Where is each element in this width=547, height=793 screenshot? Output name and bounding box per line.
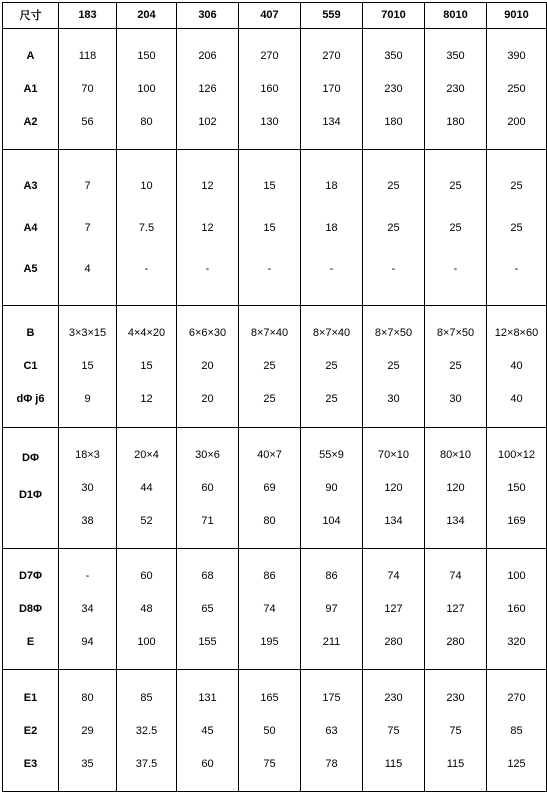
cell-value: 71 bbox=[201, 514, 214, 527]
cell-value: 60 bbox=[140, 570, 153, 583]
cell-value: - bbox=[453, 263, 458, 276]
cell-value: 211 bbox=[322, 636, 341, 649]
cell-value: 18×3 bbox=[75, 448, 100, 461]
cell-value: 12×8×60 bbox=[494, 327, 539, 340]
value-cell bbox=[363, 670, 425, 792]
table-row bbox=[3, 549, 547, 670]
value-cell bbox=[487, 427, 547, 548]
cell-stack bbox=[239, 30, 300, 148]
value-cell bbox=[239, 549, 301, 670]
header-cell-size: 尺寸 bbox=[3, 3, 59, 29]
cell-value: 25 bbox=[510, 221, 523, 234]
value-cell bbox=[301, 28, 363, 149]
value-cell bbox=[487, 306, 547, 427]
cell-value: 134 bbox=[322, 115, 341, 128]
cell-value: 25 bbox=[387, 360, 400, 373]
cell-stack bbox=[487, 550, 546, 668]
cell-value: 200 bbox=[507, 115, 526, 128]
cell-value: 165 bbox=[260, 691, 279, 704]
cell-value: 230 bbox=[384, 691, 403, 704]
cell-stack bbox=[301, 30, 362, 148]
header-cell-407: 407 bbox=[239, 3, 301, 29]
row-label: E bbox=[26, 636, 35, 649]
cell-value: 160 bbox=[507, 603, 526, 616]
value-cell bbox=[177, 549, 239, 670]
cell-value: 75 bbox=[263, 757, 276, 770]
cell-value: 75 bbox=[387, 724, 400, 737]
cell-stack bbox=[487, 30, 546, 148]
value-cell bbox=[177, 28, 239, 149]
header-cell-204: 204 bbox=[117, 3, 177, 29]
value-cell bbox=[487, 670, 547, 792]
cell-stack bbox=[487, 152, 546, 304]
value-cell bbox=[425, 28, 487, 149]
cell-stack bbox=[239, 307, 300, 425]
cell-value: 30 bbox=[81, 481, 94, 494]
value-cell bbox=[239, 149, 301, 305]
cell-value: 15 bbox=[140, 360, 153, 373]
row-label: A1 bbox=[23, 82, 38, 95]
cell-value: 44 bbox=[140, 481, 153, 494]
value-cell bbox=[117, 149, 177, 305]
cell-value: 118 bbox=[78, 49, 97, 62]
cell-value: 7 bbox=[84, 221, 91, 234]
cell-value: 37.5 bbox=[135, 757, 158, 770]
header-cell-7010: 7010 bbox=[363, 3, 425, 29]
cell-value: 56 bbox=[81, 115, 94, 128]
cell-value: 25 bbox=[263, 360, 276, 373]
cell-value: 230 bbox=[446, 691, 465, 704]
header-cell-9010: 9010 bbox=[487, 3, 547, 29]
cell-stack bbox=[177, 550, 238, 668]
cell-value: 131 bbox=[198, 691, 217, 704]
cell-value: 65 bbox=[201, 603, 214, 616]
cell-value: 10 bbox=[140, 180, 153, 193]
cell-value: 134 bbox=[446, 514, 465, 527]
cell-value: - bbox=[144, 263, 149, 276]
row-label: B bbox=[26, 327, 35, 340]
cell-value: 25 bbox=[449, 221, 462, 234]
row-label: A2 bbox=[23, 115, 38, 128]
cell-value: 20×4 bbox=[134, 448, 159, 461]
cell-value: 20 bbox=[201, 393, 214, 406]
cell-value: 85 bbox=[510, 724, 523, 737]
cell-value: 68 bbox=[201, 570, 214, 583]
value-cell bbox=[363, 549, 425, 670]
cell-stack bbox=[301, 307, 362, 425]
cell-stack bbox=[3, 30, 58, 148]
cell-stack bbox=[177, 30, 238, 148]
row-label-cell bbox=[3, 549, 59, 670]
value-cell bbox=[487, 549, 547, 670]
header-cell-183: 183 bbox=[59, 3, 117, 29]
cell-value: - bbox=[85, 570, 90, 583]
value-cell bbox=[425, 670, 487, 792]
cell-value: 80 bbox=[140, 115, 153, 128]
cell-value: 18 bbox=[325, 221, 338, 234]
cell-value: 30 bbox=[449, 393, 462, 406]
cell-stack bbox=[425, 550, 486, 668]
cell-value: 97 bbox=[325, 603, 338, 616]
cell-stack bbox=[363, 307, 424, 425]
cell-value: 127 bbox=[446, 603, 465, 616]
cell-value: 25 bbox=[387, 221, 400, 234]
cell-value: 12 bbox=[140, 393, 153, 406]
cell-value: 100 bbox=[137, 636, 156, 649]
cell-value: 90 bbox=[325, 481, 338, 494]
value-cell bbox=[301, 306, 363, 427]
cell-value: - bbox=[267, 263, 272, 276]
cell-stack bbox=[363, 672, 424, 790]
cell-stack bbox=[117, 672, 176, 790]
cell-stack bbox=[363, 429, 424, 547]
cell-value: 12 bbox=[201, 180, 214, 193]
cell-value: 280 bbox=[446, 636, 465, 649]
cell-value: 195 bbox=[260, 636, 279, 649]
cell-stack bbox=[425, 429, 486, 547]
cell-value: 12 bbox=[201, 221, 214, 234]
cell-value: 126 bbox=[198, 82, 217, 95]
cell-stack bbox=[363, 152, 424, 304]
cell-value: 169 bbox=[507, 514, 526, 527]
cell-stack bbox=[59, 429, 116, 547]
row-label-cell bbox=[3, 149, 59, 305]
cell-value: 104 bbox=[322, 514, 341, 527]
row-label-cell bbox=[3, 427, 59, 548]
value-cell bbox=[425, 427, 487, 548]
cell-stack bbox=[363, 30, 424, 148]
value-cell bbox=[177, 306, 239, 427]
cell-value: 70 bbox=[81, 82, 94, 95]
cell-value: 74 bbox=[449, 570, 462, 583]
cell-stack bbox=[117, 30, 176, 148]
cell-value: 74 bbox=[263, 603, 276, 616]
row-label: dΦ j6 bbox=[16, 393, 45, 406]
cell-value: 50 bbox=[263, 724, 276, 737]
cell-value: 100 bbox=[507, 570, 526, 583]
cell-value: 80×10 bbox=[440, 448, 471, 461]
cell-stack bbox=[239, 152, 300, 304]
value-cell bbox=[363, 149, 425, 305]
cell-value: 230 bbox=[384, 82, 403, 95]
cell-stack bbox=[363, 550, 424, 668]
value-cell bbox=[239, 28, 301, 149]
header-cell-559: 559 bbox=[301, 3, 363, 29]
cell-value: 8×7×40 bbox=[312, 327, 351, 340]
table-row bbox=[3, 670, 547, 792]
cell-value: 170 bbox=[322, 82, 341, 95]
row-label: A4 bbox=[23, 221, 38, 234]
cell-value: 120 bbox=[446, 481, 465, 494]
cell-value: 80 bbox=[263, 514, 276, 527]
cell-value: 350 bbox=[384, 49, 403, 62]
cell-value: 75 bbox=[449, 724, 462, 737]
cell-value: 8×7×50 bbox=[374, 327, 413, 340]
value-cell bbox=[239, 306, 301, 427]
cell-value: 60 bbox=[201, 481, 214, 494]
cell-stack bbox=[59, 550, 116, 668]
value-cell bbox=[59, 549, 117, 670]
cell-value: 25 bbox=[325, 360, 338, 373]
cell-value: 9 bbox=[84, 393, 91, 406]
cell-value: 25 bbox=[325, 393, 338, 406]
cell-value: 206 bbox=[198, 49, 217, 62]
cell-stack bbox=[3, 550, 58, 668]
cell-value: 270 bbox=[260, 49, 279, 62]
cell-value: 8×7×50 bbox=[436, 327, 475, 340]
cell-stack bbox=[59, 152, 116, 304]
cell-stack bbox=[177, 672, 238, 790]
value-cell bbox=[363, 28, 425, 149]
cell-stack bbox=[301, 672, 362, 790]
value-cell bbox=[239, 427, 301, 548]
row-label: A5 bbox=[23, 263, 38, 276]
cell-value: 20 bbox=[201, 360, 214, 373]
cell-value: 25 bbox=[387, 180, 400, 193]
cell-value: 320 bbox=[507, 636, 526, 649]
cell-stack bbox=[117, 152, 176, 304]
cell-stack bbox=[239, 429, 300, 547]
cell-value: 45 bbox=[201, 724, 214, 737]
row-label: D1Φ bbox=[18, 488, 43, 501]
cell-value: 115 bbox=[446, 757, 465, 770]
cell-stack bbox=[117, 307, 176, 425]
row-label: D7Φ bbox=[18, 570, 43, 583]
cell-value: 25 bbox=[510, 180, 523, 193]
cell-value: 40 bbox=[510, 360, 523, 373]
dimension-table bbox=[2, 2, 547, 792]
value-cell bbox=[487, 28, 547, 149]
cell-stack bbox=[239, 672, 300, 790]
cell-value: 30×6 bbox=[195, 448, 220, 461]
cell-value: 30 bbox=[387, 393, 400, 406]
cell-stack bbox=[301, 152, 362, 304]
value-cell bbox=[117, 306, 177, 427]
cell-value: 270 bbox=[322, 49, 341, 62]
row-label: DΦ bbox=[22, 452, 39, 465]
header-cell-8010: 8010 bbox=[425, 3, 487, 29]
cell-value: 35 bbox=[81, 757, 94, 770]
row-label: E2 bbox=[23, 724, 38, 737]
cell-value: 8×7×40 bbox=[250, 327, 289, 340]
cell-stack bbox=[117, 550, 176, 668]
cell-stack bbox=[3, 672, 58, 790]
table-row bbox=[3, 28, 547, 149]
cell-value: 180 bbox=[384, 115, 403, 128]
value-cell bbox=[363, 306, 425, 427]
cell-value: 86 bbox=[263, 570, 276, 583]
cell-value: 32.5 bbox=[135, 724, 158, 737]
value-cell bbox=[59, 28, 117, 149]
cell-value: 55×9 bbox=[319, 448, 344, 461]
cell-value: 160 bbox=[260, 82, 279, 95]
cell-value: 69 bbox=[263, 481, 276, 494]
cell-value: 60 bbox=[201, 757, 214, 770]
cell-stack bbox=[487, 429, 546, 547]
value-cell bbox=[301, 549, 363, 670]
value-cell bbox=[177, 427, 239, 548]
value-cell bbox=[177, 670, 239, 792]
cell-value: 180 bbox=[446, 115, 465, 128]
cell-stack bbox=[3, 152, 58, 304]
table-row bbox=[3, 306, 547, 427]
value-cell bbox=[59, 670, 117, 792]
cell-value: 175 bbox=[322, 691, 341, 704]
cell-value: 100 bbox=[137, 82, 156, 95]
cell-value: 48 bbox=[140, 603, 153, 616]
cell-value: 86 bbox=[325, 570, 338, 583]
cell-stack bbox=[425, 672, 486, 790]
value-cell bbox=[59, 427, 117, 548]
cell-stack bbox=[59, 307, 116, 425]
row-label-cell bbox=[3, 306, 59, 427]
cell-stack bbox=[301, 429, 362, 547]
row-label: E3 bbox=[23, 757, 38, 770]
cell-value: - bbox=[205, 263, 210, 276]
cell-value: 94 bbox=[81, 636, 94, 649]
table-row bbox=[3, 427, 547, 548]
cell-stack bbox=[301, 550, 362, 668]
cell-value: 40×7 bbox=[257, 448, 282, 461]
cell-stack bbox=[239, 550, 300, 668]
cell-value: 250 bbox=[507, 82, 526, 95]
row-label: A3 bbox=[23, 180, 38, 193]
cell-stack bbox=[59, 672, 116, 790]
cell-value: 270 bbox=[507, 691, 526, 704]
row-label-cell bbox=[3, 670, 59, 792]
cell-value: 4 bbox=[84, 263, 91, 276]
cell-value: 7.5 bbox=[138, 221, 155, 234]
row-label: A bbox=[26, 49, 35, 62]
cell-value: 63 bbox=[325, 724, 338, 737]
value-cell bbox=[425, 149, 487, 305]
cell-value: 25 bbox=[449, 180, 462, 193]
cell-value: 78 bbox=[325, 757, 338, 770]
value-cell bbox=[117, 549, 177, 670]
cell-value: - bbox=[391, 263, 396, 276]
cell-value: 29 bbox=[81, 724, 94, 737]
cell-value: 7 bbox=[84, 180, 91, 193]
value-cell bbox=[177, 149, 239, 305]
cell-stack bbox=[3, 429, 58, 547]
cell-stack bbox=[425, 152, 486, 304]
cell-value: 115 bbox=[384, 757, 403, 770]
cell-value: 130 bbox=[260, 115, 279, 128]
cell-value: 15 bbox=[263, 221, 276, 234]
header-row bbox=[3, 3, 547, 29]
cell-value: 18 bbox=[325, 180, 338, 193]
cell-value: 3×3×15 bbox=[68, 327, 107, 340]
cell-stack bbox=[425, 30, 486, 148]
cell-stack bbox=[117, 429, 176, 547]
cell-value: 15 bbox=[81, 360, 94, 373]
cell-value: - bbox=[329, 263, 334, 276]
cell-value: 230 bbox=[446, 82, 465, 95]
value-cell bbox=[59, 149, 117, 305]
cell-value: 80 bbox=[81, 691, 94, 704]
row-label: C1 bbox=[23, 360, 38, 373]
value-cell bbox=[117, 427, 177, 548]
cell-value: 100×12 bbox=[497, 448, 535, 461]
cell-value: 25 bbox=[263, 393, 276, 406]
row-label-cell bbox=[3, 28, 59, 149]
cell-value: 40 bbox=[510, 393, 523, 406]
cell-stack bbox=[487, 672, 546, 790]
cell-value: 70×10 bbox=[378, 448, 409, 461]
value-cell bbox=[363, 427, 425, 548]
row-label: D8Φ bbox=[18, 603, 43, 616]
cell-value: 390 bbox=[507, 49, 526, 62]
value-cell bbox=[117, 670, 177, 792]
cell-value: 74 bbox=[387, 570, 400, 583]
cell-value: 38 bbox=[81, 514, 94, 527]
table-row bbox=[3, 149, 547, 305]
value-cell bbox=[425, 549, 487, 670]
cell-stack bbox=[487, 307, 546, 425]
cell-value: 127 bbox=[384, 603, 403, 616]
value-cell bbox=[239, 670, 301, 792]
cell-value: - bbox=[514, 263, 519, 276]
value-cell bbox=[301, 149, 363, 305]
value-cell bbox=[301, 427, 363, 548]
cell-stack bbox=[425, 307, 486, 425]
row-label: E1 bbox=[23, 691, 38, 704]
value-cell bbox=[487, 149, 547, 305]
cell-value: 150 bbox=[137, 49, 156, 62]
cell-value: 4×4×20 bbox=[127, 327, 166, 340]
cell-value: 52 bbox=[140, 514, 153, 527]
cell-value: 25 bbox=[449, 360, 462, 373]
cell-value: 102 bbox=[198, 115, 217, 128]
cell-stack bbox=[177, 429, 238, 547]
cell-value: 125 bbox=[507, 757, 526, 770]
cell-value: 6×6×30 bbox=[188, 327, 227, 340]
value-cell bbox=[301, 670, 363, 792]
cell-value: 150 bbox=[507, 481, 526, 494]
cell-stack bbox=[59, 30, 116, 148]
value-cell bbox=[425, 306, 487, 427]
cell-stack bbox=[3, 307, 58, 425]
cell-value: 155 bbox=[198, 636, 217, 649]
value-cell bbox=[117, 28, 177, 149]
cell-stack bbox=[177, 152, 238, 304]
cell-stack bbox=[177, 307, 238, 425]
value-cell bbox=[59, 306, 117, 427]
cell-value: 134 bbox=[384, 514, 403, 527]
cell-value: 15 bbox=[263, 180, 276, 193]
cell-value: 34 bbox=[81, 603, 94, 616]
cell-value: 350 bbox=[446, 49, 465, 62]
cell-value: 120 bbox=[384, 481, 403, 494]
cell-value: 85 bbox=[140, 691, 153, 704]
cell-value: 280 bbox=[384, 636, 403, 649]
header-cell-306: 306 bbox=[177, 3, 239, 29]
